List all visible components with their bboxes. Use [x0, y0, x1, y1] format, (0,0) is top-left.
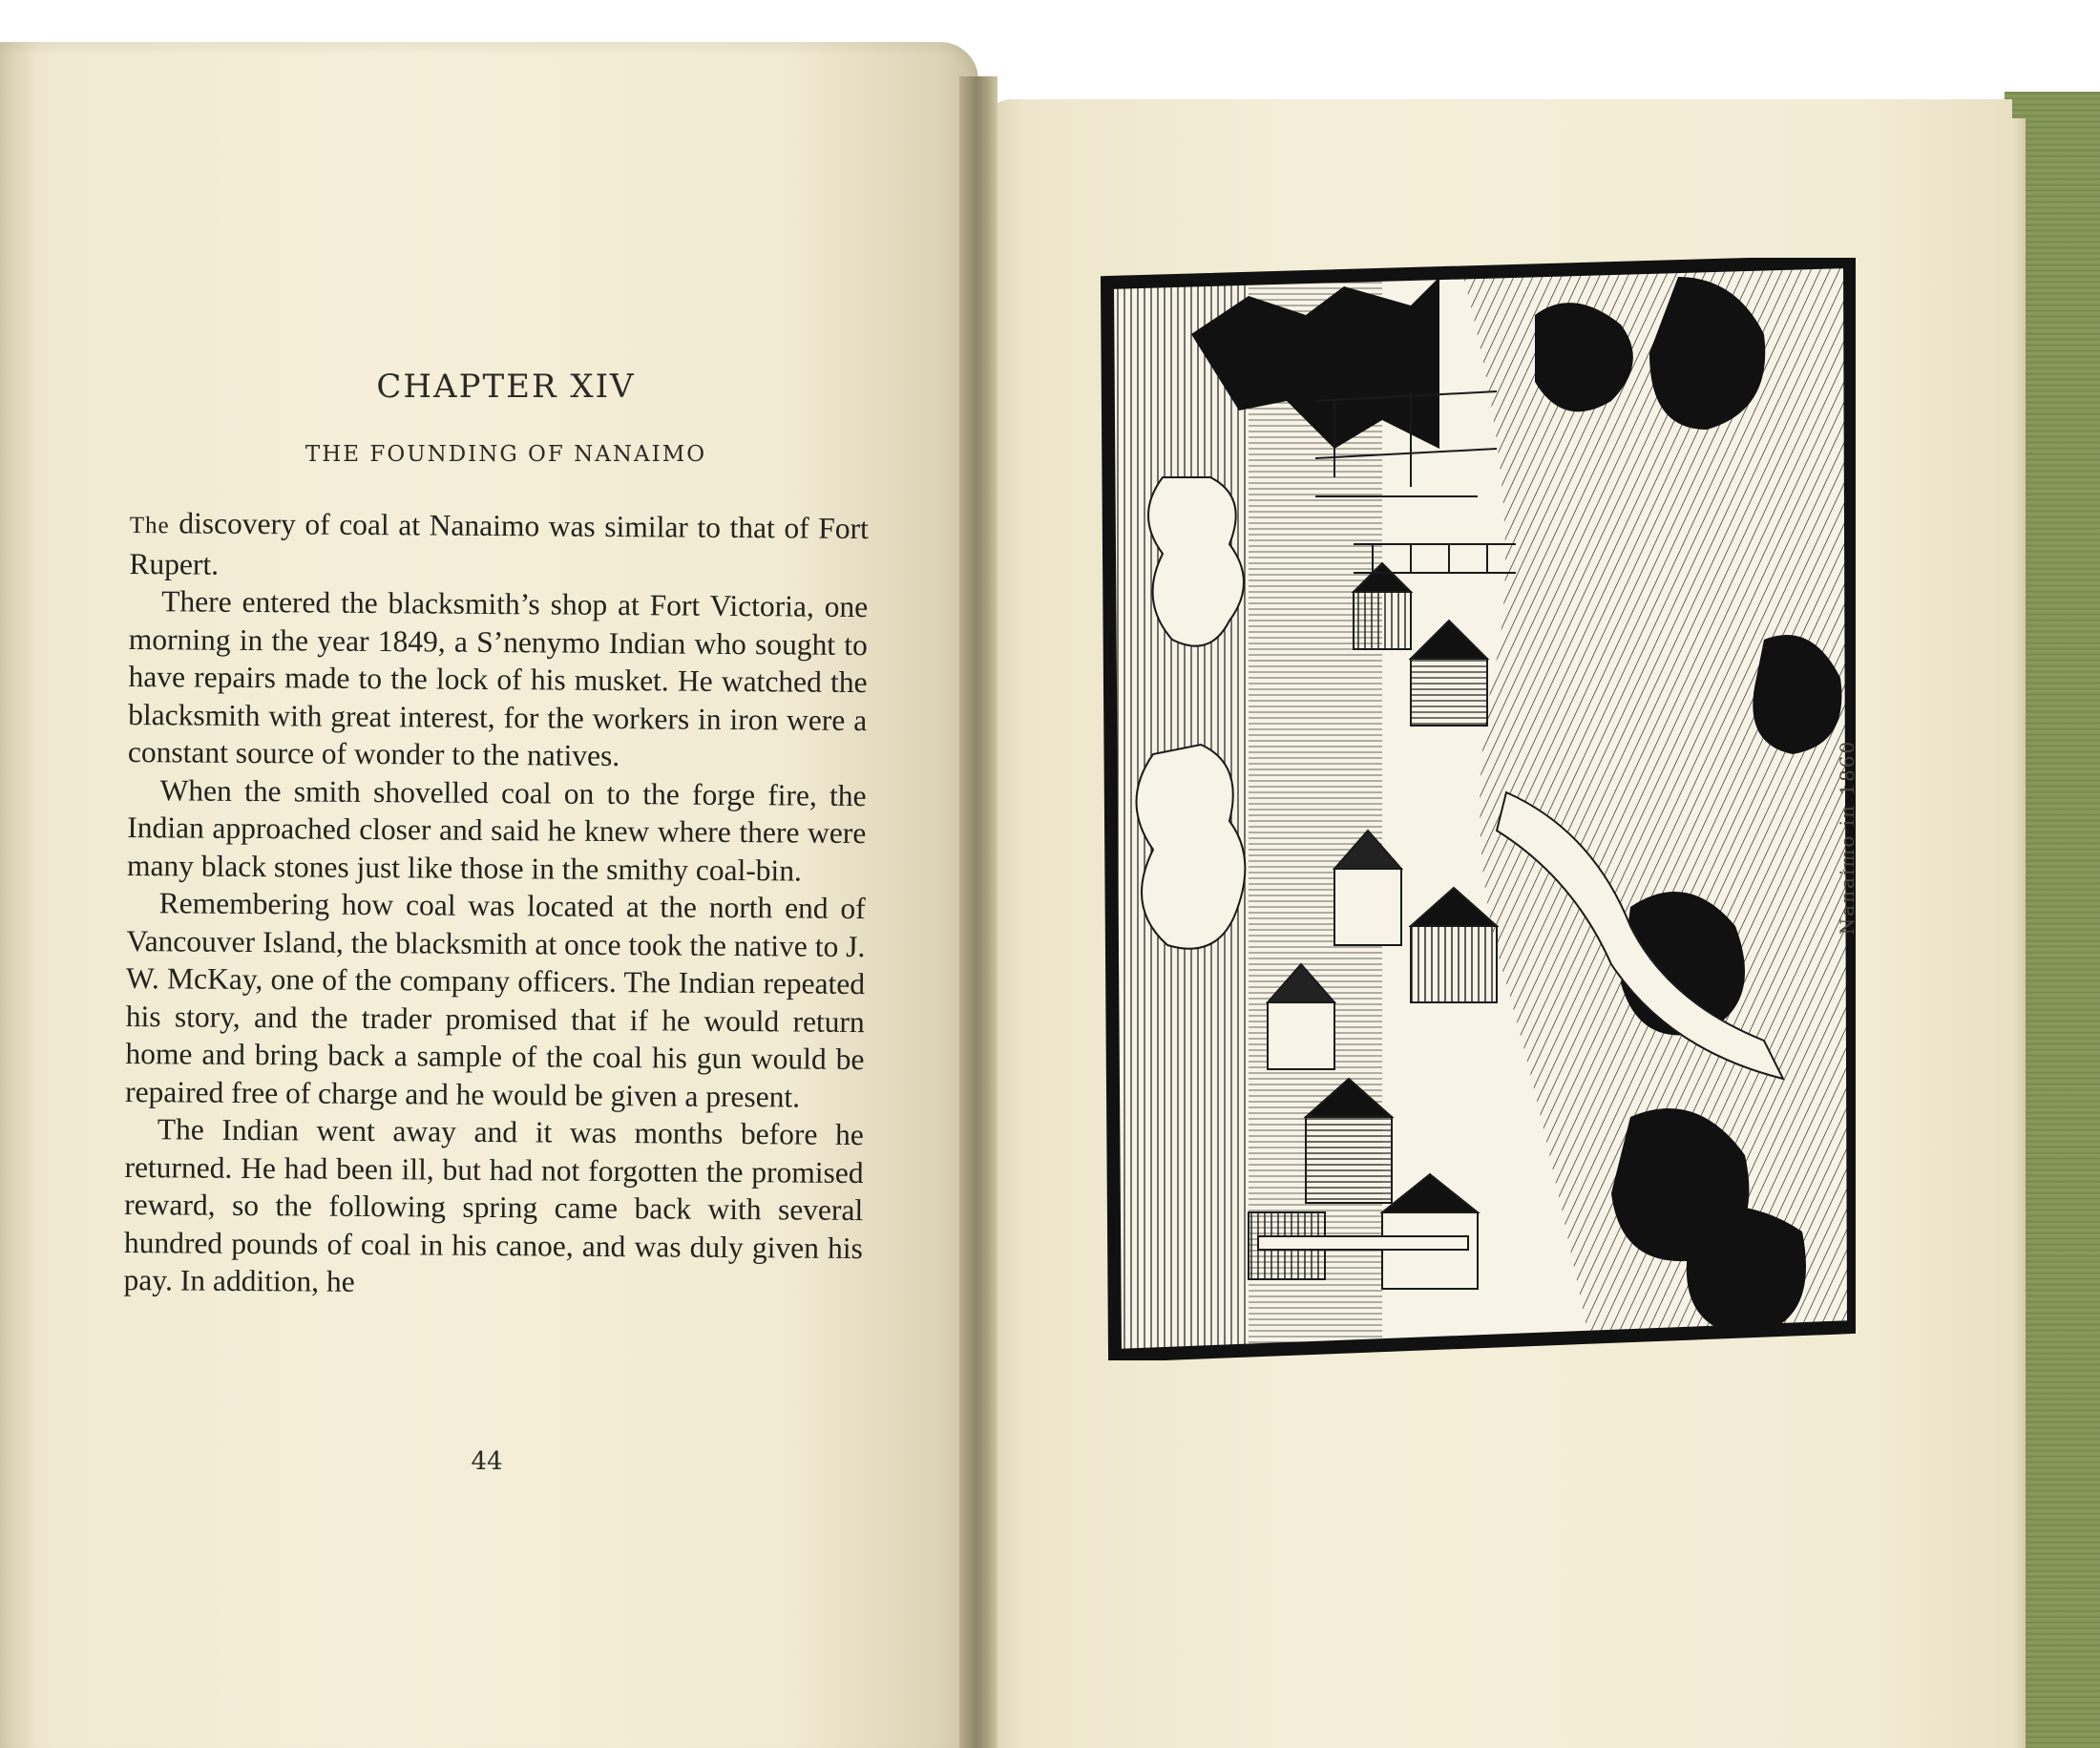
page-number: 44	[471, 1447, 503, 1476]
book-gutter	[959, 76, 998, 1748]
paragraph: When the smith shovelled coal on to the forge fire, the Indian approached closer and said he knew where there were many black stones just like those in the smithy coal-bin.	[126, 772, 867, 888]
paragraph: Remembering how coal was located at the north end of Vancouver Island, the blacksmith at once took the native to J. W. McKay, one of the company officers. The Indian repeated his story, and the trader promised that if he would return home and bring back a sample of the coal his gun would be repaired free of charge and he would be given a present.	[125, 886, 866, 1114]
chapter-title: CHAPTER XIV	[376, 368, 636, 406]
paragraph: There entered the blacksmith’s shop at Fort Victoria, one morning in the year 1849, a S’nenymo Indian who sought to have repairs made to the lock of his musket. He watched the blacksmith with great interest, for the workers in iron were a constant source of wonder to the natives.	[127, 584, 869, 773]
first-word: The	[129, 512, 170, 539]
nanaimo-illustration	[1096, 258, 1856, 1360]
paragraph: The Indian went away and it was months before he returned. He had been ill, but had not forgotten the promised reward, so the following spring came back with several hundred pounds of coal in his canoe, and was duly given his pay. In addition, he	[123, 1112, 864, 1298]
illustration-caption: Nanaimo in 1860	[1836, 739, 1858, 936]
chapter-subtitle: THE FOUNDING OF NANAIMO	[304, 442, 707, 467]
body-text	[123, 504, 869, 1305]
paragraph: The discovery of coal at Nanaimo was similar to that of Fort Rupert.	[129, 506, 869, 581]
